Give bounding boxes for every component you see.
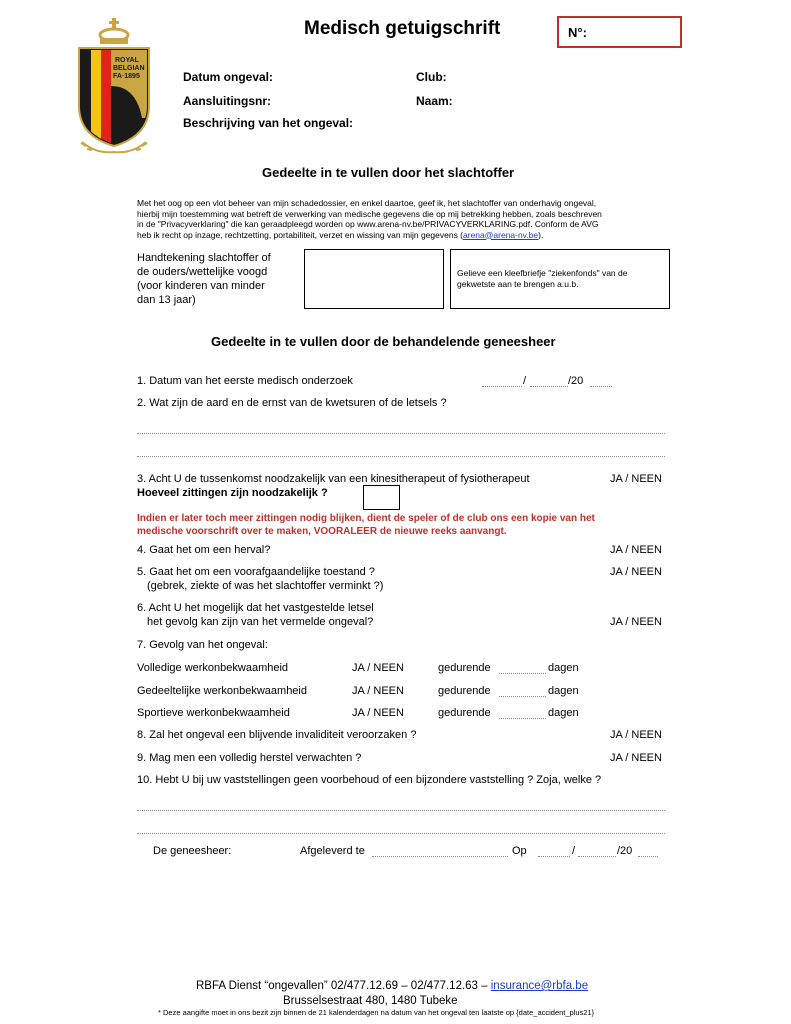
delivered-place-field[interactable] xyxy=(372,856,508,857)
question-5: 5. Gaat het om een voorafgaandelijke toestand ? xyxy=(137,566,375,578)
consent-text xyxy=(137,198,602,240)
incapacity-label: Sportieve werkonbekwaamheid xyxy=(137,707,290,719)
question-7: 7. Gevolg van het ongeval: xyxy=(137,639,268,651)
incapacity-label: Gedeeltelijke werkonbekwaamheid xyxy=(137,685,307,697)
club-label: Club: xyxy=(416,70,447,84)
signature-label-line: Handtekening slachtoffer of xyxy=(137,252,271,264)
name-label: Naam: xyxy=(416,94,453,108)
sig-year-field[interactable] xyxy=(638,856,658,857)
question-3: 3. Acht U de tussenkomst noodzakelijk van een kinesitherapeut of fysiotherapeut xyxy=(137,473,530,485)
sessions-count-box[interactable] xyxy=(363,485,400,510)
q5-yes-no[interactable]: JA / NEEN xyxy=(610,566,662,578)
consent-line-last xyxy=(137,230,602,241)
membership-label: Aansluitingsnr: xyxy=(183,94,272,108)
victim-signature-box[interactable] xyxy=(304,249,444,309)
consent-end: ). xyxy=(538,229,544,240)
question-5-detail: (gebrek, ziekte of was het slachtoffer verminkt ?) xyxy=(147,580,384,592)
q8-yes-no[interactable]: JA / NEEN xyxy=(610,729,662,741)
form-number-label: N°: xyxy=(568,25,587,40)
question-6: 6. Acht U het mogelijk dat het vastgestelde letsel xyxy=(137,602,374,614)
question-2: 2. Wat zijn de aard en de ernst van de kwetsuren of de letsels ? xyxy=(137,397,447,409)
incapacity-days-field[interactable] xyxy=(499,673,546,674)
svg-text:ROYAL: ROYAL xyxy=(115,57,139,64)
signature-label-line: dan 13 jaar) xyxy=(137,294,196,306)
rbfa-logo xyxy=(76,18,152,158)
question-6-detail: het gevolg kan zijn van het vermelde ongeval? xyxy=(147,616,374,628)
question-10: 10. Hebt U bij uw vaststellingen geen voorbehoud of een bijzondere vaststelling ? Zoja, welke ? xyxy=(137,774,602,786)
sticker-box xyxy=(450,249,670,309)
doctor-section-title: Gedeelte in te vullen door de behandelende geneesheer xyxy=(211,334,556,349)
sticker-instruction-2: gekwetste aan te brengen a.u.b. xyxy=(457,279,579,289)
sig-day-field[interactable] xyxy=(538,856,570,857)
sig-date-year: /20 xyxy=(617,845,633,857)
doctor-label: De geneesheer: xyxy=(153,845,232,857)
question-9: 9. Mag men een volledig herstel verwachten ? xyxy=(137,752,362,764)
footer-contact xyxy=(196,980,588,992)
crown-icon xyxy=(100,18,128,44)
q2-answer-line-2[interactable] xyxy=(137,456,665,457)
q9-yes-no[interactable]: JA / NEEN xyxy=(610,752,662,764)
q4-yes-no[interactable]: JA / NEEN xyxy=(610,544,662,556)
q1-day-field[interactable] xyxy=(482,386,522,387)
incapacity-during: gedurende xyxy=(438,685,491,697)
q1-date-year: /20 xyxy=(568,375,584,387)
incapacity-yes-no[interactable]: JA / NEEN xyxy=(352,685,404,697)
q6-yes-no[interactable]: JA / NEEN xyxy=(610,616,662,628)
consent-line: hierbij mijn toestemming wat betreft de verwerking van medische gegevens die op mij betrekking hebben, zoals beschreven xyxy=(137,208,602,219)
footer-contact-text: RBFA Dienst “ongevallen” 02/477.12.69 – 02/477.12.63 – xyxy=(196,980,491,992)
incapacity-days-field[interactable] xyxy=(499,696,546,697)
q1-month-field[interactable] xyxy=(530,386,568,387)
description-label: Beschrijving van het ongeval: xyxy=(183,116,354,130)
form-number-box[interactable] xyxy=(557,16,682,48)
sig-date-sep: / xyxy=(572,845,576,857)
sticker-instruction-1: Gelieve een kleefbriefje "ziekenfonds" van de xyxy=(457,268,628,278)
warning-line-1: Indien er later toch meer zittingen nodig blijken, dient de speler of de club ons een kopie van het xyxy=(137,513,595,524)
page-title: Medisch getuigschrift xyxy=(304,18,501,39)
incapacity-label: Volledige werkonbekwaamheid xyxy=(137,662,289,674)
incapacity-unit: dagen xyxy=(548,662,579,674)
incapacity-during: gedurende xyxy=(438,662,491,674)
q3-sessions-label: Hoeveel zittingen zijn noodzakelijk ? xyxy=(137,487,328,499)
svg-text:FA·1895: FA·1895 xyxy=(113,73,140,80)
signature-label-line: (voor kinderen van minder xyxy=(137,280,265,292)
on-label: Op xyxy=(512,845,527,857)
incapacity-yes-no[interactable]: JA / NEEN xyxy=(352,662,404,674)
q10-answer-line-2[interactable] xyxy=(137,833,665,834)
incapacity-unit: dagen xyxy=(548,685,579,697)
consent-email-link[interactable]: arena@arena-nv.be xyxy=(463,229,539,240)
consent-line: in de "Privacyverklaring" die kan geraadpleegd worden op www.arena-nv.be/PRIVACYVERKLARING.pdf. Conform de AVG xyxy=(137,219,599,229)
footer-email-link[interactable]: insurance@rbfa.be xyxy=(490,980,589,992)
consent-line: Met het oog op een vlot beheer van mijn schadedossier, en enkel daartoe, geef ik, het slachtoffer van onderhavig ongeval, xyxy=(137,198,597,208)
delivered-label: Afgeleverd te xyxy=(300,845,365,857)
q3-yes-no[interactable]: JA / NEEN xyxy=(610,473,662,485)
signature-label-line: de ouders/wettelijke voogd xyxy=(137,266,268,278)
accident-date-label: Datum ongeval: xyxy=(183,70,274,84)
q1-date-sep: / xyxy=(523,375,527,387)
victim-section-title: Gedeelte in te vullen door het slachtoffer xyxy=(262,165,515,180)
warning-line-2: medische voorschrift over te maken, VOORALEER de nieuwe reeks aanvangt. xyxy=(137,526,507,537)
q2-answer-line-1[interactable] xyxy=(137,433,665,434)
incapacity-days-field[interactable] xyxy=(499,718,546,719)
question-8: 8. Zal het ongeval een blijvende invaliditeit veroorzaken ? xyxy=(137,729,417,741)
incapacity-unit: dagen xyxy=(548,707,579,719)
sig-month-field[interactable] xyxy=(578,856,616,857)
question-1: 1. Datum van het eerste medisch onderzoek xyxy=(137,375,353,387)
consent-line: heb ik recht op inzage, rechtzetting, portabiliteit, verzet en wissing van mijn gegevens ( xyxy=(137,229,464,240)
svg-text:BELGIAN: BELGIAN xyxy=(113,65,145,72)
q10-answer-line-1[interactable] xyxy=(137,810,665,811)
footer-note: * Deze aangifte moet in ons bezit zijn binnen de 21 kalenderdagen na datum van het ongeval ten laatste op {date_accident_plus21} xyxy=(158,1008,595,1017)
footer-address: Brusselsestraat 480, 1480 Tubeke xyxy=(283,995,458,1007)
q1-year-field[interactable] xyxy=(590,386,612,387)
signature-label xyxy=(137,251,271,307)
question-4: 4. Gaat het om een herval? xyxy=(137,544,271,556)
incapacity-during: gedurende xyxy=(438,707,491,719)
incapacity-yes-no[interactable]: JA / NEEN xyxy=(352,707,404,719)
